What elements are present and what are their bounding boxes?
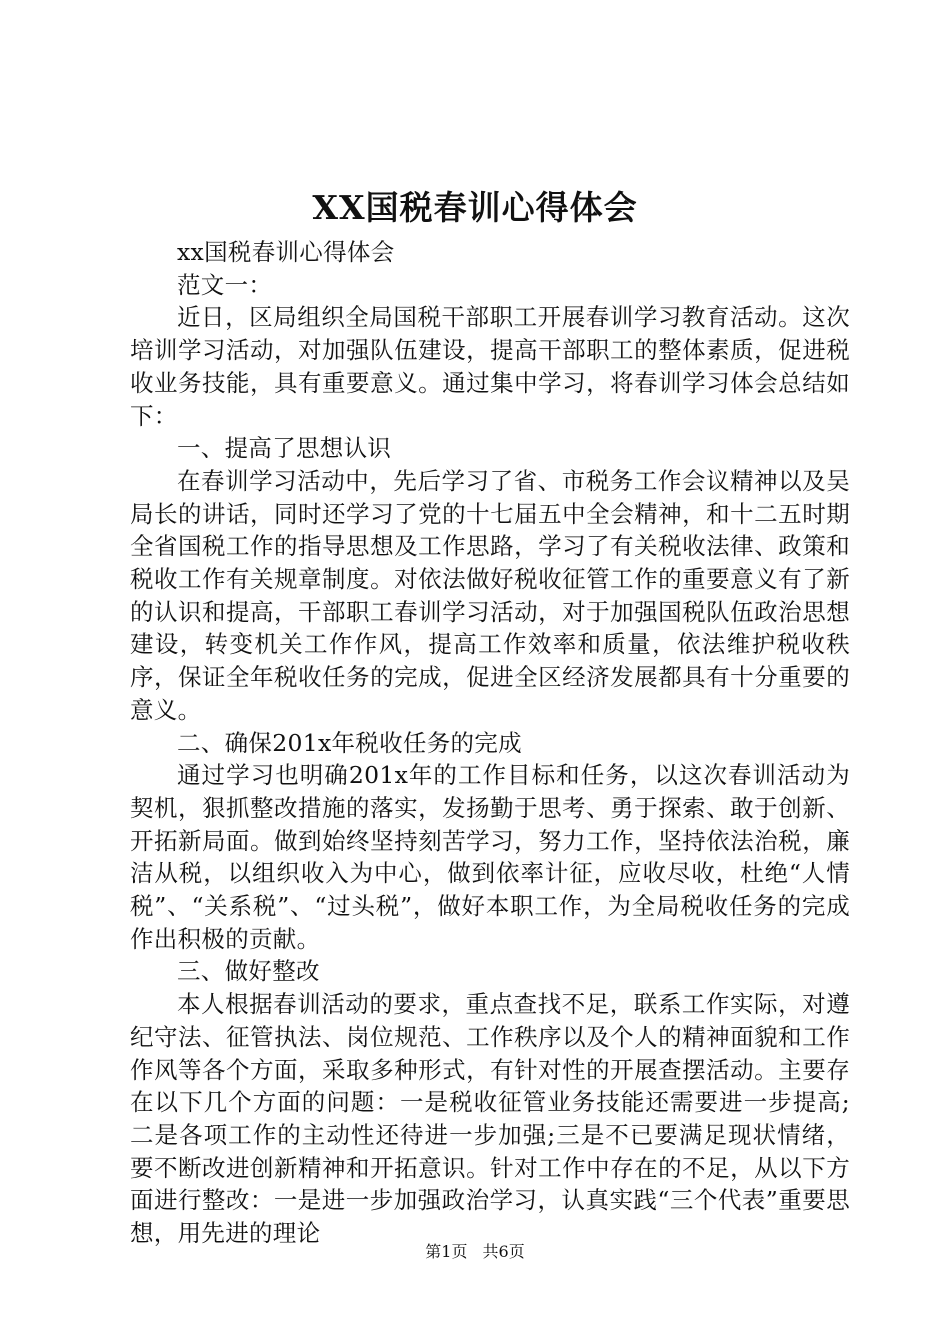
section-paragraph-1: 在春训学习活动中，先后学习了省、市税务工作会议精神以及吴局长的讲话，同时还学习了党的十七届五中全会精神，和十二五时期全省国税工作的指导思想及工作思路，学习了有关税收法律、政策和税收工作有关规章制度。对依法做好税收征管工作的重要意义有了新的认识和提高，干部职工春训学习活动，对于加强国税队伍政治思想建设，转变机关工作作风，提高工作效率和质量，依法维护税收秩序，保证全年税收任务的完成，促进全区经济发展都具有十分重要的意义。 xyxy=(130,466,850,724)
page-total: 共6页 xyxy=(482,1242,525,1261)
document-title: XX国税春训心得体会 xyxy=(312,188,638,227)
section-heading-3: 三、做好整改 xyxy=(177,957,320,986)
page-footer xyxy=(0,1240,950,1264)
sample-label: 范文一： xyxy=(177,270,273,299)
page-number: 第1页 xyxy=(425,1242,468,1261)
subtitle-line: xx国税春训心得体会 xyxy=(177,238,395,266)
section-heading-2: 二、确保201x年税收任务的完成 xyxy=(177,728,522,757)
intro-paragraph: 近日，区局组织全局国税干部职工开展春训学习教育活动。这次培训学习活动，对加强队伍建设，提高干部职工的整体素质，促进税收业务技能，具有重要意义。通过集中学习，将春训学习体会总结如下： xyxy=(130,303,850,430)
section-paragraph-2: 通过学习也明确201x年的工作目标和任务，以这次春训活动为契机，狠抓整改措施的落实，发扬勤于思考、勇于探索、敢于创新、开拓新局面。做到始终坚持刻苦学习，努力工作，坚持依法治税，廉洁从税，以组织收入为中心，做到依率计征，应收尽收，杜绝“人情税”、“关系税”、“过头税”，做好本职工作，为全局税收任务的完成作出积极的贡献。 xyxy=(130,761,850,953)
section-heading-1: 一、提高了思想认识 xyxy=(177,434,392,463)
section-paragraph-3: 本人根据春训活动的要求，重点查找不足，联系工作实际，对遵纪守法、征管执法、岗位规范、工作秩序以及个人的精神面貌和工作作风等各个方面，采取多种形式，有针对性的开展查摆活动。主要存在以下几个方面的问题：一是税收征管业务技能还需要进一步提高;二是各项工作的主动性还待进一步加强;三是不已要满足现状情绪，要不断改进创新精神和开拓意识。针对工作中存在的不足，从以下方面进行整改：一是进一步加强政治学习，认真实践“三个代表”重要思想，用先进的理论 xyxy=(130,990,850,1248)
document-body xyxy=(130,236,850,1250)
